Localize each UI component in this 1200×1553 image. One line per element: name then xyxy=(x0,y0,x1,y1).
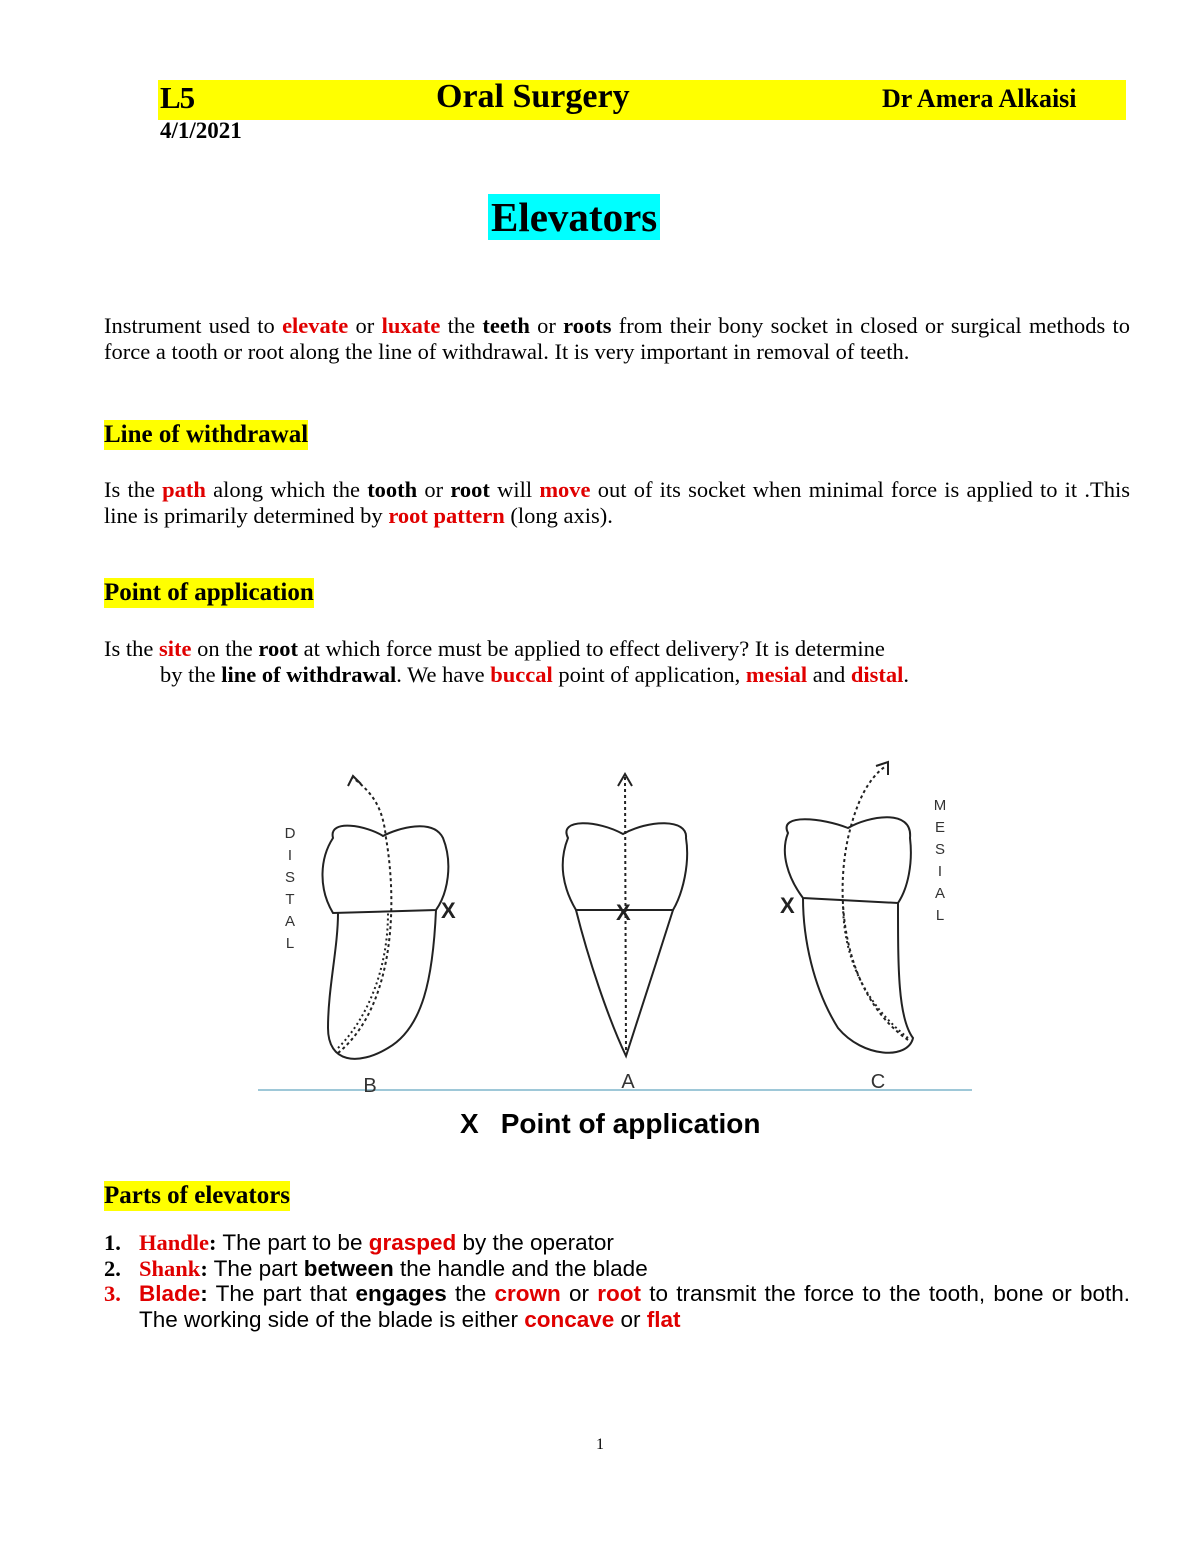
list-item-handle: 1. Handle: The part to be grasped by the operator xyxy=(104,1230,614,1255)
course-title: Oral Surgery xyxy=(436,78,630,115)
lecture-date: 4/1/2021 xyxy=(160,118,242,143)
mesial-label: M E S I A L xyxy=(933,797,947,924)
intro-paragraph: Instrument used to elevate or luxate the teeth or roots from their bony socket in closed or surgical methods to force a tooth or root along the line of withdrawal. It is very important in removal of teeth. xyxy=(104,313,1130,364)
lecture-number: L5 xyxy=(160,80,195,115)
author-name: Dr Amera Alkaisi xyxy=(882,84,1077,113)
page-number: 1 xyxy=(596,1436,604,1453)
teeth-diagram xyxy=(258,748,972,1094)
distal-label: D I S T A L xyxy=(284,825,296,952)
application-paragraph-line-2: by the line of withdrawal. We have buccal point of application, mesial and distal. xyxy=(160,662,910,687)
mark-x-a: X xyxy=(616,900,631,925)
section-heading-parts: Parts of elevators xyxy=(104,1182,291,1209)
label-a: A xyxy=(621,1071,635,1093)
mark-x-c: X xyxy=(780,893,795,918)
label-b: B xyxy=(363,1075,377,1094)
section-heading-application: Point of application xyxy=(104,579,314,606)
page-title: Elevators xyxy=(488,194,660,240)
withdrawal-paragraph: Is the path along which the tooth or root will move out of its socket when minimal force is applied to it .This line is primarily determined by root pattern (long axis). xyxy=(104,477,1130,528)
mark-x-b: X xyxy=(441,898,456,923)
application-paragraph-line-1: Is the site on the root at which force must be applied to effect delivery? It is determine xyxy=(104,636,885,661)
section-heading-withdrawal: Line of withdrawal xyxy=(104,421,309,448)
list-item-blade: 3. Blade: The part that engages the crown or root to transmit the force to the tooth, bone or both. The working side of the blade is either concave or flat xyxy=(104,1281,1131,1332)
label-c: C xyxy=(870,1071,886,1093)
list-item-shank: 2. Shank: The part between the handle and the blade xyxy=(104,1256,648,1281)
figure-caption: X Point of application xyxy=(460,1108,761,1139)
